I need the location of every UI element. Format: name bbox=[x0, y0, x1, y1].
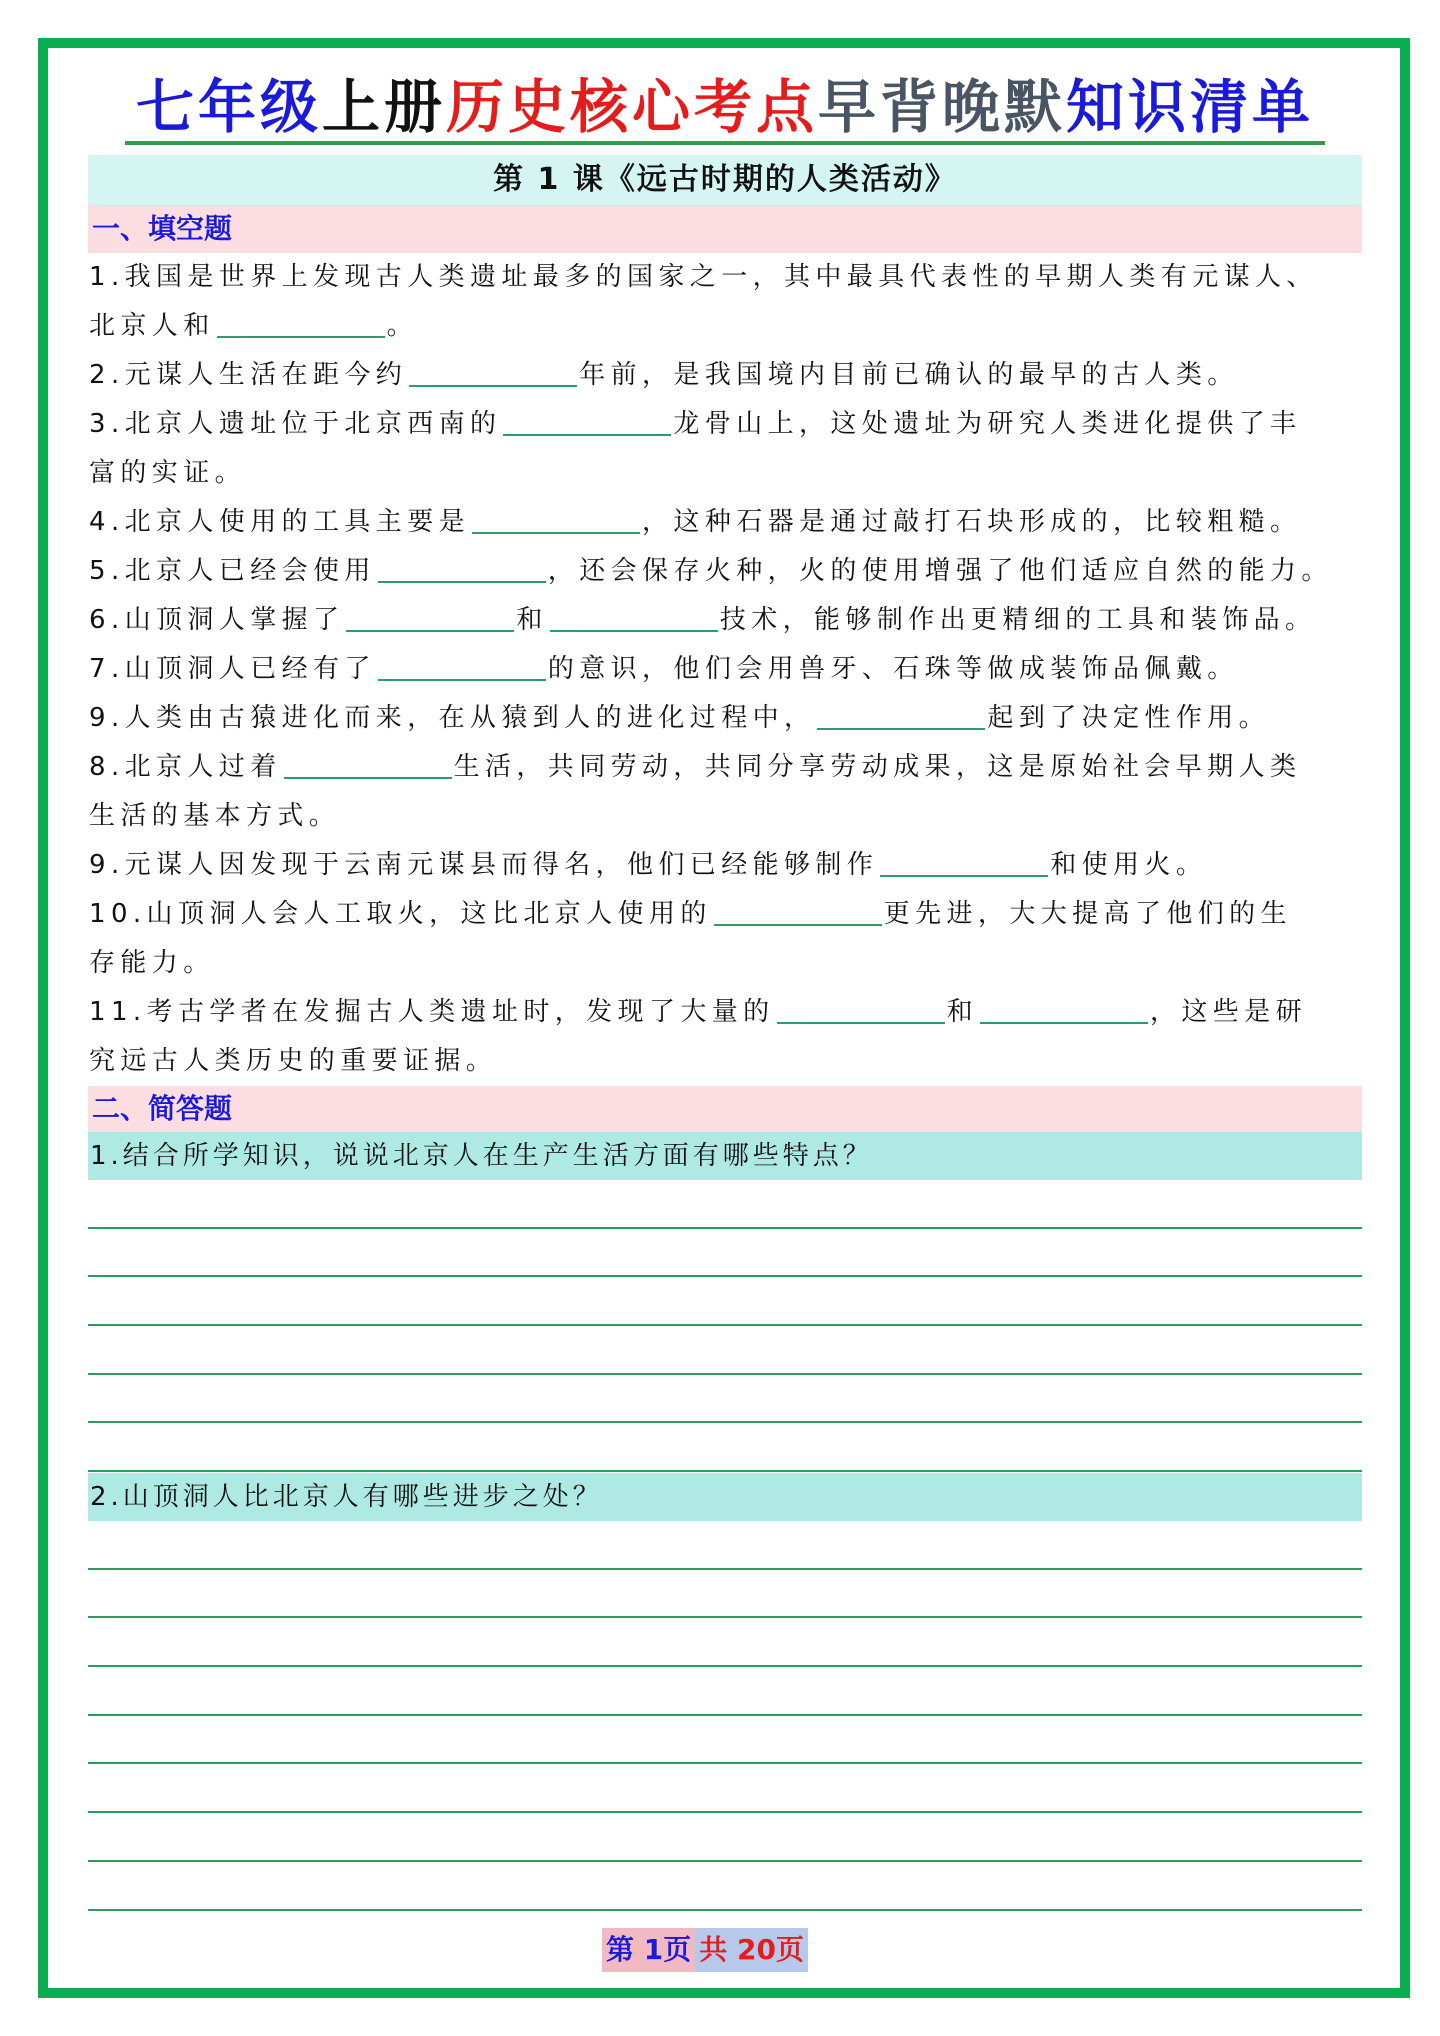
answer-blank[interactable] bbox=[714, 894, 882, 926]
question-text: ，还会保存火种，火的使用增强了他们适应自然的能力。 bbox=[547, 556, 1333, 586]
answer-line[interactable] bbox=[88, 1813, 1362, 1862]
title-part-subject: 历史核心考点 bbox=[445, 73, 818, 141]
question-line bbox=[89, 1037, 1379, 1086]
question-line bbox=[89, 596, 1379, 645]
page-title bbox=[125, 72, 1325, 142]
answer-line[interactable] bbox=[88, 1180, 1362, 1229]
question-text: 6.山顶洞人掌握了 bbox=[89, 605, 345, 635]
question-line bbox=[89, 400, 1379, 449]
answer-blank[interactable] bbox=[550, 600, 718, 632]
question-line bbox=[89, 792, 1379, 841]
question-text: 生活的基本方式。 bbox=[89, 801, 341, 831]
question-line bbox=[89, 302, 1379, 351]
answer-blank[interactable] bbox=[346, 600, 514, 632]
title-part-grade: 七年级 bbox=[135, 73, 322, 141]
answer-blank[interactable] bbox=[378, 551, 546, 583]
question-text: 存能力。 bbox=[89, 948, 215, 978]
question-text: 9.元谋人因发现于云南元谋县而得名，他们已经能够制作 bbox=[89, 850, 879, 880]
question-text: 和 bbox=[516, 605, 548, 635]
answer-line[interactable] bbox=[88, 1667, 1362, 1716]
page-total: 共 20页 bbox=[695, 1928, 808, 1972]
short-answer-question-1: 1.结合所学知识，说说北京人在生产生活方面有哪些特点？ bbox=[88, 1132, 1362, 1180]
question-line bbox=[89, 351, 1379, 400]
answer-blank[interactable] bbox=[378, 649, 546, 681]
question-text: 10.山顶洞人会人工取火，这比北京人使用的 bbox=[89, 899, 712, 929]
question-text: 北京人和 bbox=[89, 311, 215, 341]
question-line bbox=[89, 939, 1379, 988]
title-underline bbox=[125, 141, 1325, 145]
short-answer-question-2: 2.山顶洞人比北京人有哪些进步之处？ bbox=[88, 1473, 1362, 1521]
question-text: 2.元谋人生活在距今约 bbox=[89, 360, 408, 390]
question-text: 3.北京人遗址位于北京西南的 bbox=[89, 409, 502, 439]
question-text: 和使用火。 bbox=[1050, 850, 1208, 880]
question-text: 富的实证。 bbox=[89, 458, 247, 488]
question-line bbox=[89, 449, 1379, 498]
answer-line[interactable] bbox=[88, 1618, 1362, 1667]
answer-blank[interactable] bbox=[503, 404, 671, 436]
question-line bbox=[89, 743, 1379, 792]
page-current: 第 1页 bbox=[602, 1928, 695, 1972]
answer-line[interactable] bbox=[88, 1229, 1362, 1278]
question-line bbox=[89, 498, 1379, 547]
fill-blank-questions bbox=[89, 253, 1379, 1086]
question-line bbox=[89, 645, 1379, 694]
answer-blank[interactable] bbox=[777, 992, 945, 1024]
question-text: 11.考古学者在发掘古人类遗址时，发现了大量的 bbox=[89, 997, 775, 1027]
answer-area-1[interactable] bbox=[88, 1180, 1362, 1472]
question-text: 5.北京人已经会使用 bbox=[89, 556, 376, 586]
question-text: 究远古人类历史的重要证据。 bbox=[89, 1046, 498, 1076]
section-heading-fill-blank: 一、填空题 bbox=[88, 205, 1362, 253]
question-text: 。 bbox=[386, 311, 419, 341]
answer-blank[interactable] bbox=[980, 992, 1148, 1024]
question-text: 更先进，大大提高了他们的生 bbox=[883, 899, 1292, 929]
lesson-title: 第 1 课《远古时期的人类活动》 bbox=[88, 155, 1362, 205]
question-text: 的意识，他们会用兽牙、石珠等做成装饰品佩戴。 bbox=[547, 654, 1239, 684]
answer-line[interactable] bbox=[88, 1862, 1362, 1911]
question-text: ，这些是研 bbox=[1149, 997, 1307, 1027]
answer-blank[interactable] bbox=[284, 747, 452, 779]
question-text: 9.人类由古猿进化而来，在从猿到人的进化过程中， bbox=[89, 703, 816, 733]
question-line bbox=[89, 694, 1379, 743]
question-line bbox=[89, 253, 1379, 302]
page-number bbox=[602, 1928, 808, 1972]
question-line bbox=[89, 988, 1379, 1037]
question-text: 年前，是我国境内目前已确认的最早的古人类。 bbox=[579, 360, 1239, 390]
section-heading-short-answer: 二、简答题 bbox=[88, 1086, 1362, 1132]
question-text: 1.我国是世界上发现古人类遗址最多的国家之一，其中最具代表性的早期人类有元谋人、 bbox=[89, 262, 1318, 292]
title-part-list: 知识清单 bbox=[1066, 73, 1315, 141]
question-text: 7.山顶洞人已经有了 bbox=[89, 654, 376, 684]
answer-blank[interactable] bbox=[409, 355, 577, 387]
question-text: 4.北京人使用的工具主要是 bbox=[89, 507, 471, 537]
question-line bbox=[89, 890, 1379, 939]
answer-blank[interactable] bbox=[880, 845, 1048, 877]
question-line bbox=[89, 841, 1379, 890]
title-part-method: 早背晚默 bbox=[818, 73, 1067, 141]
question-text: ，这种石器是通过敲打石块形成的，比较粗糙。 bbox=[642, 507, 1302, 537]
answer-line[interactable] bbox=[88, 1423, 1362, 1472]
answer-blank[interactable] bbox=[217, 306, 385, 338]
question-text: 起到了决定性作用。 bbox=[987, 703, 1271, 733]
answer-line[interactable] bbox=[88, 1521, 1362, 1570]
question-text: 和 bbox=[946, 997, 978, 1027]
answer-area-2[interactable] bbox=[88, 1521, 1362, 1911]
answer-line[interactable] bbox=[88, 1277, 1362, 1326]
answer-line[interactable] bbox=[88, 1716, 1362, 1765]
answer-line[interactable] bbox=[88, 1375, 1362, 1424]
answer-blank[interactable] bbox=[472, 502, 640, 534]
question-text: 生活，共同劳动，共同分享劳动成果，这是原始社会早期人类 bbox=[453, 752, 1302, 782]
answer-blank[interactable] bbox=[817, 698, 985, 730]
question-line bbox=[89, 547, 1379, 596]
answer-line[interactable] bbox=[88, 1326, 1362, 1375]
answer-line[interactable] bbox=[88, 1764, 1362, 1813]
answer-line[interactable] bbox=[88, 1570, 1362, 1619]
question-text: 龙骨山上，这处遗址为研究人类进化提供了丰 bbox=[673, 409, 1302, 439]
question-text: 技术，能够制作出更精细的工具和装饰品。 bbox=[719, 605, 1317, 635]
question-text: 8.北京人过着 bbox=[89, 752, 282, 782]
title-part-volume: 上册 bbox=[321, 73, 446, 141]
